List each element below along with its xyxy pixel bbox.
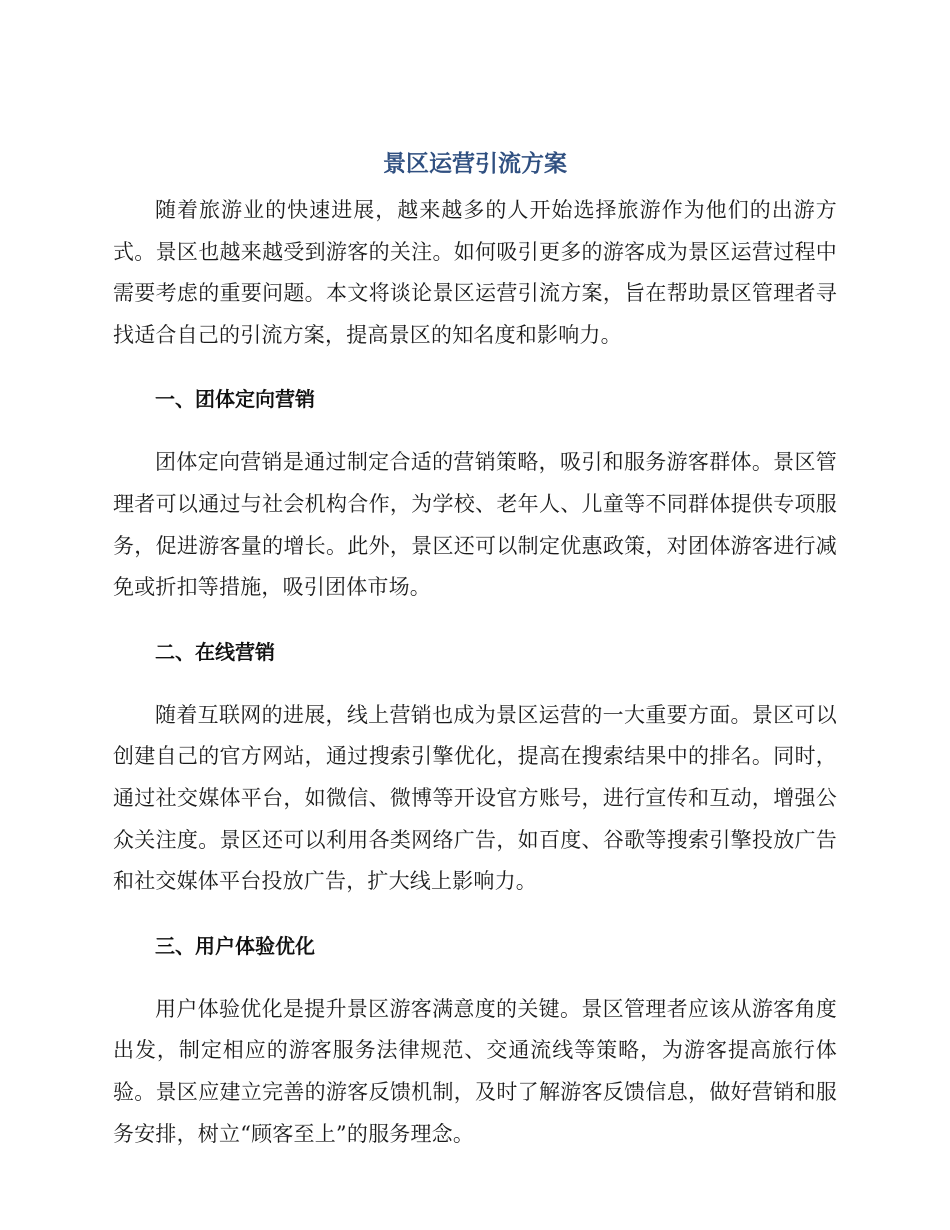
section-heading-group-marketing: 一、团体定向营销 [155,387,315,412]
section-heading-user-experience: 三、用户体验优化 [155,933,315,958]
section-body-online-marketing: 随着互联网的进展，线上营销也成为景区运营的一大重要方面。景区可以创建自己的官方网站，通过搜索引擎优化，提高在搜索结果中的排名。同时，通过社交媒体平台，如微信、微博等开设官方账号，进行宣传和互动，增强公众关注度。景区还可以利用各类网络广告，如百度、谷歌等搜索引擎投放广告和社交媒体平台投放广告，扩大线上影响力。 [113,702,837,894]
intro-paragraph: 随着旅游业的快速进展，越来越多的人开始选择旅游作为他们的出游方式。景区也越来越受到游客的关注。如何吸引更多的游客成为景区运营过程中需要考虑的重要问题。本文将谈论景区运营引流方案，旨在帮助景区管理者寻找适合自己的引流方案，提高景区的知名度和影响力。 [113,198,837,347]
section-heading-online-marketing: 二、在线营销 [155,639,275,664]
section-body-group-marketing: 团体定向营销是通过制定合适的营销策略，吸引和服务游客群体。景区管理者可以通过与社会机构合作，为学校、老年人、儿童等不同群体提供专项服务，促进游客量的增长。此外，景区还可以制定优惠政策，对团体游客进行减免或折扣等措施，吸引团体市场。 [113,450,837,600]
section-body-user-experience: 用户体验优化是提升景区游客满意度的关键。景区管理者应该从游客角度出发，制定相应的游客服务法律规范、交通流线等策略，为游客提高旅行体验。景区应建立完善的游客反馈机制，及时了解游客反馈信息，做好营销和服务安排，树立“顾客至上”的服务理念。 [113,996,837,1146]
document-title: 景区运营引流方案 [383,151,567,177]
